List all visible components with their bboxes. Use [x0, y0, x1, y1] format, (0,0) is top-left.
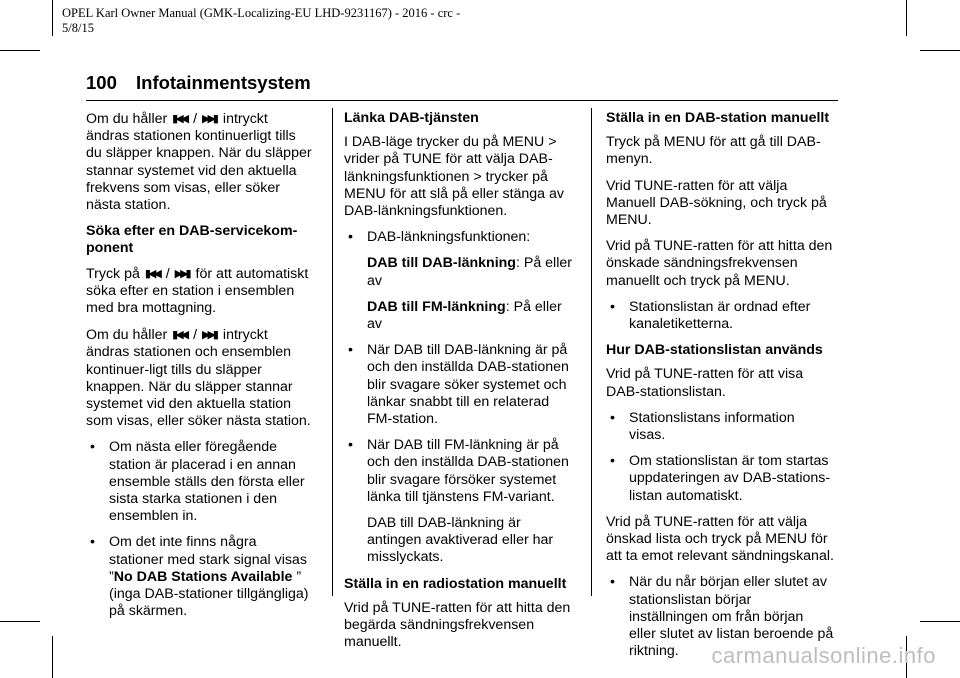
text: intryckt ändras stationen kontinuerligt tills du släpper knappen. När du släpper stannar systemet vid den aktuella frekvens som visas, eller söker nästa station. [86, 111, 312, 214]
seek-back-icon: ▮◀◀ [144, 266, 159, 280]
seek-forward-icon: ▶▶▮ [174, 266, 189, 280]
bullet-text: Om det inte finns några stationer med stark signal visas ” [109, 534, 307, 585]
bullet-item [344, 437, 572, 506]
text: / [189, 327, 201, 344]
bullet-text: Stationslistan är ordnad efter kanaletiketterna. [629, 298, 811, 333]
option-value: : På eller av [367, 298, 562, 333]
option-item [344, 299, 572, 333]
bullet-dot: • [610, 298, 615, 315]
paragraph: Vrid på TUNE-ratten för att visa DAB-stationslistan. [606, 366, 804, 400]
option-item [344, 255, 572, 289]
column-divider [332, 108, 333, 596]
seek-back-icon: ▮◀◀ [172, 328, 187, 342]
document-info [62, 6, 460, 36]
page-header [86, 72, 838, 101]
column-3 [606, 110, 834, 669]
paragraph: Vrid på TUNE-ratten för att hitta den önskade sändningsfrekvensen manuellt och tryck på MENU. [606, 238, 833, 289]
option-value: : På eller av [367, 255, 572, 289]
subheading: Ställa in en radiostation manuellt [344, 575, 567, 592]
paragraph [86, 326, 314, 430]
bullet-item [344, 342, 572, 428]
crop-mark [0, 621, 40, 622]
option-label: DAB till DAB-länkning [367, 255, 516, 272]
watermark: carmanualsonline.info [711, 643, 936, 668]
bullet-text: ” (inga DAB-stationer tillgängliga) på skärmen. [109, 568, 309, 620]
bullet-text: Om nästa eller föregående station är placerad i en annan ensemble ställs den första eller sista starka stationen i den ensemblen in. [109, 439, 305, 525]
subheading: Länka DAB-tjänsten [344, 110, 479, 126]
text: Om du håller [86, 111, 172, 127]
paragraph: Vrid TUNE-ratten för att välja Manuell DAB-sökning, och tryck på MENU. [606, 177, 827, 229]
bullet-text-bold: No DAB Stations Available [113, 568, 293, 585]
bullet-text: När DAB till FM-länkning är på och den inställda DAB-stationen blir svagare försöker systemet länka till tjänstens FM-variant. [367, 437, 569, 505]
crop-mark [920, 50, 960, 51]
bullet-dot: • [90, 534, 95, 551]
bullet-dot: • [348, 229, 353, 246]
crop-mark [906, 0, 907, 36]
bullet-item [606, 453, 834, 505]
bullet-item [86, 439, 314, 525]
bullet-item [86, 534, 314, 620]
bullet-text: När DAB till DAB-länkning är på och den inställda DAB-stationen blir svagare söker systemet och länkar snabbt till en relaterad FM-station. [367, 342, 569, 428]
bullet-dot: • [610, 574, 615, 591]
option-label: DAB till FM-länkning [367, 298, 506, 315]
crop-mark [920, 621, 960, 622]
column-1 [86, 110, 314, 629]
bullet-item [606, 410, 834, 444]
text: / [189, 111, 201, 127]
note-text: DAB till DAB-länkning är antingen avaktiverad eller har misslyckats. [367, 515, 554, 566]
paragraph: Vrid på TUNE-ratten för att hitta den begärda sändningsfrekvensen manuellt. [344, 599, 571, 651]
bullet-dot: • [348, 342, 353, 359]
bullet-text: Om stationslistan är tom startas uppdateringen av DAB-stations-listan automatiskt. [629, 453, 831, 504]
document-info-line: OPEL Karl Owner Manual (GMK-Localizing-EU LHD-9231167) - 2016 - crc - [62, 6, 461, 20]
paragraph [86, 110, 314, 214]
bullet-item [606, 299, 834, 333]
bullet-text: DAB-länkningsfunktionen: [367, 229, 531, 246]
seek-forward-icon: ▶▶▮ [201, 112, 216, 125]
column-2 [344, 110, 572, 660]
subheading: Hur DAB-stationslistan används [606, 342, 823, 359]
bullet-dot: • [348, 437, 353, 454]
crop-mark [52, 0, 53, 36]
paragraph: Vrid på TUNE-ratten för att välja önskad lista och tryck på MENU för att ta emot relevant sändningskanal. [606, 513, 834, 565]
text: intryckt ändras stationen och ensemblen kontinuer-ligt tills du släpper knappen. När du släpper stannar systemet vid den aktuella station som visas, eller söker nästa station. [86, 327, 311, 430]
crop-mark [0, 50, 40, 51]
seek-forward-icon: ▶▶▮ [201, 328, 216, 342]
section-title: Infotainmentsystem [136, 72, 311, 93]
bullet-text: När du når början eller slutet av stationslistan börjar inställningen om från början eller slutet av listan beroende på riktning. [629, 574, 834, 660]
subheading: Ställa in en DAB-station manuellt [606, 110, 830, 126]
subheading: Söka efter en DAB-servicekom-ponent [86, 223, 298, 257]
text: för att automatiskt söka efter en station i ensemblen med bra mottagning. [86, 265, 309, 317]
bullet-dot: • [610, 453, 615, 470]
seek-back-icon: ▮◀◀ [172, 112, 187, 125]
page-number: 100 [86, 72, 117, 93]
paragraph: I DAB-läge trycker du på MENU > vrider på TUNE för att välja DAB-länkningsfunktionen > trycker på MENU för att slå på eller stänga av DAB-länkningsfunktionen. [344, 134, 565, 220]
paragraph [86, 265, 314, 318]
paragraph: Tryck på MENU för att gå till DAB-menyn. [606, 134, 821, 168]
bullet-text: Stationslistans information visas. [629, 409, 795, 444]
text: Tryck på [86, 265, 144, 282]
text: / [161, 265, 174, 282]
document-info-date: 5/8/15 [62, 21, 94, 35]
text: Om du håller [86, 327, 172, 344]
bullet-dot: • [610, 409, 615, 426]
bullet-dot: • [90, 439, 95, 456]
bullet-item [344, 229, 572, 246]
column-divider [591, 108, 592, 596]
crop-mark [52, 636, 53, 678]
